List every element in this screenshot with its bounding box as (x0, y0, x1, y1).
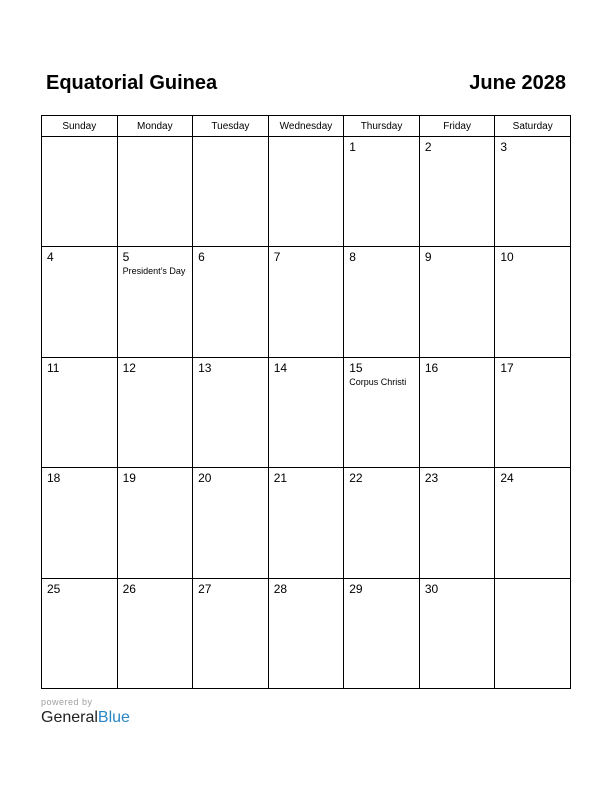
week-row (42, 137, 571, 247)
day-number: 23 (424, 471, 439, 486)
day-number: 16 (424, 360, 439, 375)
day-cell (419, 247, 495, 357)
holiday-label: President’s Day (122, 266, 186, 277)
day-cell (117, 137, 193, 247)
weekday-header: Thursday (344, 116, 420, 137)
week-row (42, 468, 571, 578)
day-number: 29 (349, 581, 363, 596)
day-cell (193, 578, 269, 688)
generalblue-logo[interactable] (41, 708, 130, 727)
day-number: 30 (424, 581, 439, 596)
day-number: 27 (198, 581, 212, 596)
day-cell (419, 578, 495, 688)
day-cell (495, 247, 571, 357)
weekday-header: Sunday (42, 116, 118, 137)
day-number: 18 (47, 471, 61, 486)
day-cell (42, 468, 118, 578)
day-cell (42, 357, 118, 467)
day-cell (193, 247, 269, 357)
day-number: 2 (424, 140, 432, 154)
weekday-header: Friday (419, 116, 495, 137)
powered-by-text: powered by (41, 697, 93, 707)
day-number: 25 (47, 581, 61, 596)
weekday-header: Saturday (495, 116, 571, 137)
day-cell (419, 468, 495, 578)
day-cell (268, 137, 344, 247)
day-cell (193, 357, 269, 467)
day-cell (419, 357, 495, 467)
day-number: 19 (122, 471, 136, 486)
day-number: 5 (122, 250, 130, 265)
day-number: 28 (273, 581, 288, 596)
day-cell (419, 137, 495, 247)
day-cell (193, 468, 269, 578)
day-cell (344, 137, 420, 247)
day-cell (495, 357, 571, 467)
day-number: 17 (500, 360, 514, 375)
day-number: 4 (47, 250, 54, 265)
week-row (42, 578, 571, 688)
day-cell (42, 137, 118, 247)
day-number: 8 (349, 250, 356, 265)
brand-part-general: General (41, 709, 98, 726)
day-number: 13 (198, 360, 212, 375)
day-cell (42, 578, 118, 688)
day-cell (495, 468, 571, 578)
day-number: 10 (500, 250, 514, 265)
day-number: 22 (349, 471, 363, 486)
calendar-grid (41, 115, 571, 689)
day-number: 24 (500, 471, 514, 486)
week-row (42, 247, 571, 357)
week-row (42, 357, 571, 467)
holiday-label: Corpus Christi (349, 376, 407, 387)
day-cell (344, 468, 420, 578)
day-cell (268, 247, 344, 357)
weekday-header: Monday (117, 116, 193, 137)
day-cell (495, 137, 571, 247)
day-cell (344, 357, 420, 467)
weekday-header: Wednesday (268, 116, 344, 137)
day-cell (268, 468, 344, 578)
day-number: 15 (349, 360, 363, 375)
day-number: 20 (198, 471, 212, 486)
day-cell (117, 357, 193, 467)
day-number: 1 (349, 140, 356, 154)
day-cell (117, 247, 193, 357)
day-cell (344, 578, 420, 688)
day-cell (193, 137, 269, 247)
day-cell (495, 578, 571, 688)
day-number: 12 (122, 360, 136, 375)
day-number: 14 (273, 360, 288, 375)
day-cell (42, 247, 118, 357)
day-number: 6 (198, 250, 205, 265)
day-number: 7 (273, 250, 281, 265)
weekday-header-row (42, 116, 571, 137)
footer (41, 689, 130, 727)
day-cell (268, 578, 344, 688)
day-cell (117, 578, 193, 688)
day-cell (268, 357, 344, 467)
day-cell (344, 247, 420, 357)
country-title: Equatorial Guinea (46, 72, 218, 94)
day-number: 3 (500, 140, 508, 154)
day-number: 9 (424, 250, 432, 265)
day-number: 26 (122, 581, 136, 596)
weekday-header: Tuesday (193, 116, 269, 137)
day-number: 21 (273, 471, 288, 486)
day-number: 11 (47, 360, 60, 375)
day-cell (117, 468, 193, 578)
brand-part-blue: Blue (97, 709, 130, 726)
month-title: June 2028 (469, 72, 566, 94)
